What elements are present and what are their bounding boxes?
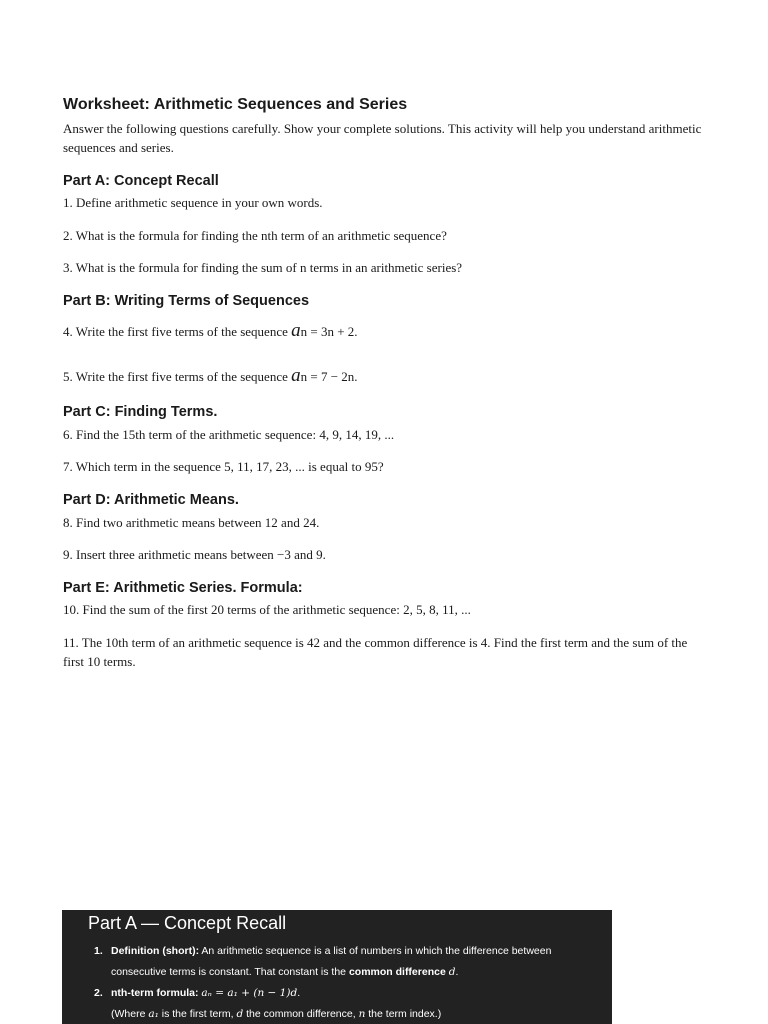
answer-item-end: . bbox=[455, 966, 459, 978]
worksheet-title: Worksheet: Arithmetic Sequences and Series bbox=[63, 96, 408, 113]
part-e-heading: Part E: Arithmetic Series. Formula: bbox=[63, 580, 303, 596]
answer-note-text-1: is the first term, bbox=[161, 1008, 234, 1020]
answer-item-variable: d bbox=[448, 966, 456, 978]
question-4-formula: n = 3n + 2. bbox=[300, 324, 358, 339]
answer-note-var-a1: a₁ bbox=[148, 1008, 159, 1020]
answer-item-definition bbox=[88, 941, 608, 983]
answer-note-var-n: n bbox=[358, 1008, 366, 1020]
question-5-formula: n = 7 − 2n. bbox=[300, 369, 358, 384]
question-1: 1. Define arithmetic sequence in your own words. bbox=[63, 195, 323, 210]
answer-note-var-d: d bbox=[236, 1008, 244, 1020]
question-8: 8. Find two arithmetic means between 12 and 24. bbox=[63, 515, 320, 530]
question-7: 7. Which term in the sequence 5, 11, 17, 23, ... is equal to 95? bbox=[63, 459, 384, 474]
answer-item-formula-text: aₙ = a₁ + (n − 1)d bbox=[201, 987, 298, 999]
answer-item-label: nth-term formula: bbox=[111, 987, 199, 999]
answer-item-number: 1. bbox=[94, 945, 103, 957]
question-5 bbox=[63, 366, 358, 387]
question-6: 6. Find the 15th term of the arithmetic sequence: 4, 9, 14, 19, ... bbox=[63, 427, 395, 442]
answer-item-term: common difference bbox=[348, 966, 446, 978]
worksheet-intro: Answer the following questions carefully. Show your complete solutions. This activity will help you understand arithmetic sequences and series. bbox=[63, 121, 702, 155]
question-4 bbox=[63, 321, 358, 342]
question-11: 11. The 10th term of an arithmetic sequence is 42 and the common difference is 4. Find the first term and the sum of the first 10 terms. bbox=[63, 635, 688, 669]
question-2: 2. What is the formula for finding the nth term of an arithmetic sequence? bbox=[63, 228, 447, 243]
answer-item-text: An arithmetic sequence is a list of numbers in which the difference between consecutive terms is constant. That constant is the bbox=[111, 945, 552, 978]
answer-note-text-2: the common difference, bbox=[246, 1008, 356, 1020]
answer-item-number: 2. bbox=[94, 987, 103, 999]
question-9: 9. Insert three arithmetic means between −3 and 9. bbox=[63, 547, 326, 562]
question-3: 3. What is the formula for finding the sum of n terms in an arithmetic series? bbox=[63, 260, 463, 275]
answer-note-text-3: the term index.) bbox=[368, 1008, 442, 1020]
part-a-heading: Part A: Concept Recall bbox=[63, 173, 219, 189]
answer-screenshot bbox=[62, 910, 612, 1024]
question-5-text: 5. Write the first five terms of the sequence bbox=[63, 369, 288, 384]
part-c-heading: Part C: Finding Terms. bbox=[63, 404, 218, 420]
sequence-symbol: a bbox=[291, 320, 301, 341]
part-b-heading: Part B: Writing Terms of Sequences bbox=[63, 293, 310, 309]
answer-item-label: Definition (short): bbox=[111, 945, 200, 957]
question-4-text: 4. Write the first five terms of the sequence bbox=[63, 324, 288, 339]
answer-note-open: (Where bbox=[111, 1008, 146, 1020]
sequence-symbol: a bbox=[291, 365, 301, 386]
answer-item-end: . bbox=[297, 987, 301, 999]
answer-title: Part A — Concept Recall bbox=[88, 913, 287, 933]
part-d-heading: Part D: Arithmetic Means. bbox=[63, 492, 239, 508]
answer-list bbox=[88, 941, 608, 1024]
answer-item-formula bbox=[88, 983, 608, 1024]
question-10: 10. Find the sum of the first 20 terms of the arithmetic sequence: 2, 5, 8, 11, ... bbox=[63, 602, 471, 617]
